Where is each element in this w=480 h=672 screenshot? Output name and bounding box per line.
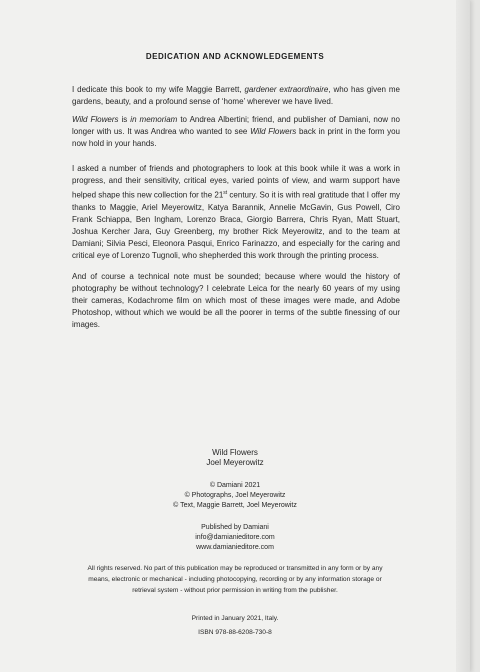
- publisher-name: Published by Damiani: [201, 524, 269, 531]
- printed-info: Printed in January 2021, Italy.: [191, 615, 279, 622]
- memoriam-text-d: to Andrea Albertini; friend, and publisher of Damiani, now no longer with us. It was Andrea who wanted to see: [72, 115, 400, 136]
- memoriam-title-italic: Wild Flowers: [72, 115, 119, 124]
- technical-note-paragraph: And of course a technical note must be sounded; because where would the history of photography be without technology? I celebrate Leica for the nearly 60 years of my using their cameras, Kodachrome film on which most of these images were made, and Adobe Photoshop, without which we would be all the poorer in terms of the subtle finessing of our images.: [72, 272, 400, 329]
- acknowledgements-paragraph: [72, 163, 400, 262]
- rights-notice: [67, 563, 403, 596]
- dedication-text-a: I dedicate this book to my wife Maggie Barrett,: [72, 85, 245, 94]
- memoriam-title2-italic: Wild Flowers: [250, 127, 297, 136]
- book-info: [0, 448, 470, 468]
- book-author: Joel Meyerowitz: [206, 458, 264, 467]
- copyright-line-1: © Damiani 2021: [209, 482, 261, 489]
- publisher-website: www.damianieditore.com: [196, 544, 274, 551]
- copyright-block: [0, 481, 470, 511]
- rights-line-1: All rights reserved. No part of this publication may be reproduced or transmitted in any form or by any: [87, 565, 383, 572]
- memoriam-paragraph: [72, 114, 400, 150]
- publisher-email: info@damianieditore.com: [195, 534, 275, 541]
- dedication-paragraph: [72, 84, 400, 108]
- page-edge-shadow: [456, 0, 470, 672]
- memoriam-text-b: is: [118, 115, 131, 124]
- copyright-line-3: © Text, Maggie Barrett, Joel Meyerowitz: [173, 502, 297, 509]
- dedication-text-c: , who has given me gardens, beauty, and a profound sense of ‘home’ wherever we have lived.: [72, 85, 400, 106]
- publisher-block: [0, 523, 470, 553]
- ack-text-a: I asked a number of friends and photographers to look at this book while it was a work in progress, and their sensitivity, critical eyes, varied points of view, and warm support have helped shape this new collection for the 21: [72, 164, 400, 200]
- memoriam-text-f: back in print in the form you now hold in your hands.: [72, 127, 401, 148]
- rights-line-3: retrieval system - without prior permission in writing from the publisher.: [132, 587, 338, 594]
- ack-text-b: century. So it is with real gratitude that I offer my thanks to Maggie, Ariel Meyerowitz, Katya Barannik, Annelie McGavin, Gus Powell, Ciro Frank Schiappa, Ben Ingham, Lorenzo Braca, Giorgio Barrera, Chris Ryan, Matt Stuart, Joshua Kercher Jara, Guy Greenberg, my brother Rick Meyerowitz, and to the team at Damiani; Silvia Pesci, Eleonora Pasqui, Enrico Farinazzo, and especially for the caring and critical eye of Lorenzo Tugnoli, who shepherded this work through the printing process.: [72, 190, 400, 260]
- ack-superscript: st: [223, 190, 228, 196]
- dedication-text-italic: gardener extraordinaire: [244, 85, 329, 94]
- page-heading: DEDICATION AND ACKNOWLEDGEMENTS: [145, 52, 325, 61]
- copyright-line-2: © Photographs, Joel Meyerowitz: [184, 492, 286, 499]
- isbn: ISBN 978-88-6208-730-8: [198, 629, 272, 636]
- book-title: Wild Flowers: [212, 448, 258, 457]
- rights-line-2: means, electronic or mechanical - including photocopying, recording or by any information storage or: [88, 576, 382, 583]
- memoriam-latin-italic: in memoriam: [130, 115, 178, 124]
